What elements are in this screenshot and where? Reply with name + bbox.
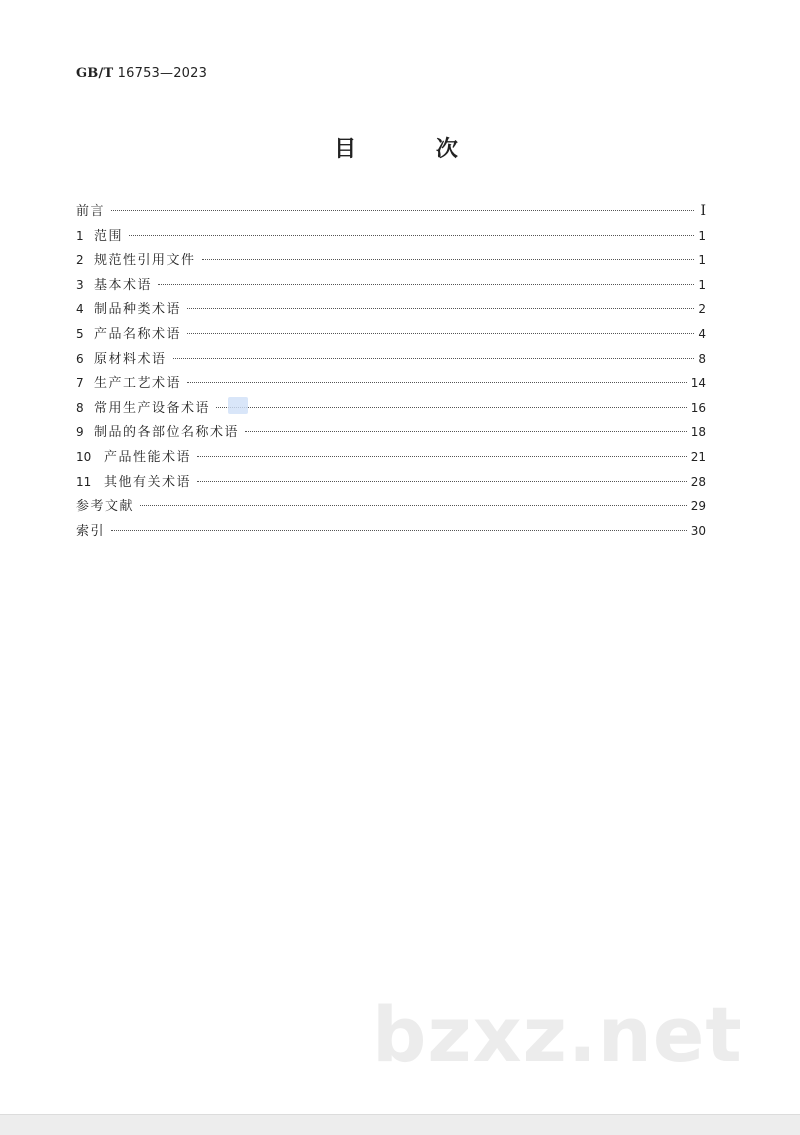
toc-entry-label: 产品名称术语 [94,326,182,342]
toc-entry-label: 产品性能术语 [104,449,192,465]
toc-entry[interactable] [76,519,706,544]
toc-entry-label: 制品的各部位名称术语 [94,425,240,441]
toc-entry[interactable] [76,420,706,445]
toc-entry-label: 索引 [76,523,106,539]
toc-entry[interactable] [76,347,706,372]
dot-leader [111,530,687,531]
toc-entry[interactable] [76,470,706,495]
page-header [76,66,207,81]
toc-entry-label: 其他有关术语 [104,474,192,490]
toc-entry[interactable] [76,224,706,249]
toc-entry-number: 10 [76,449,92,464]
viewer-bottom-bar [0,1114,800,1135]
toc-entry-page: 8 [698,351,706,366]
standard-code: GB/T [76,66,114,81]
toc-entry-label: 前言 [76,204,106,219]
toc-entry-label: 原材料术语 [94,351,167,367]
toc-entry-number: 6 [76,351,84,366]
dot-leader [140,505,687,506]
toc-entry-page: 2 [698,302,706,317]
toc-entry-number: 7 [76,376,84,391]
toc-entry-number: 1 [76,228,84,243]
dot-leader [197,481,687,482]
toc-entry-label: 制品种类术语 [94,302,182,318]
toc-entry-page: 21 [690,449,706,464]
toc-entry[interactable] [76,322,706,347]
toc-entry-page: 1 [698,228,706,243]
toc-entry-label: 规范性引用文件 [94,253,196,269]
toc-title: 目 次 [334,137,494,162]
dot-leader [197,456,687,457]
toc-entry-page: I [700,203,706,219]
dot-leader [202,259,694,260]
toc-entry-number: 2 [76,253,84,268]
dot-leader [245,431,687,432]
toc-entry-label: 常用生产设备术语 [94,400,211,416]
toc-entry[interactable] [76,371,706,396]
dot-leader [129,235,694,236]
toc-entry-number: 5 [76,326,84,341]
toc-entry-page: 29 [690,499,706,514]
toc-entry[interactable] [76,445,706,470]
toc-entry[interactable] [76,248,706,273]
toc-entry-label: 范围 [94,228,124,244]
dot-leader [216,407,687,408]
toc-entry[interactable] [76,494,706,519]
toc-entry-page: 1 [698,253,706,268]
toc-entry[interactable] [76,297,706,322]
toc-entry-page: 28 [690,474,706,489]
watermark: bzxz.net [372,990,743,1079]
table-of-contents [76,199,706,543]
toc-entry-page: 16 [690,400,706,415]
toc-entry-label: 基本术语 [94,277,153,293]
toc-entry-number: 9 [76,425,84,440]
toc-entry[interactable] [76,273,706,298]
toc-entry-label: 生产工艺术语 [94,376,182,392]
toc-entry-label: 参考文献 [76,499,135,515]
selection-highlight [228,397,248,414]
dot-leader [173,358,694,359]
dot-leader [158,284,694,285]
standard-number: 16753—2023 [117,66,208,81]
dot-leader [187,308,694,309]
toc-entry[interactable] [76,396,706,421]
toc-entry-page: 4 [698,326,706,341]
toc-entry-number: 8 [76,400,84,415]
toc-entry-page: 30 [690,523,706,538]
dot-leader [187,333,694,334]
dot-leader [187,382,687,383]
toc-entry-page: 14 [690,376,706,391]
dot-leader [111,210,694,211]
toc-entry[interactable] [76,199,706,224]
toc-entry-number: 3 [76,277,84,292]
toc-entry-number: 11 [76,474,92,489]
toc-entry-page: 1 [698,277,706,292]
toc-entry-number: 4 [76,302,84,317]
toc-entry-page: 18 [690,425,706,440]
